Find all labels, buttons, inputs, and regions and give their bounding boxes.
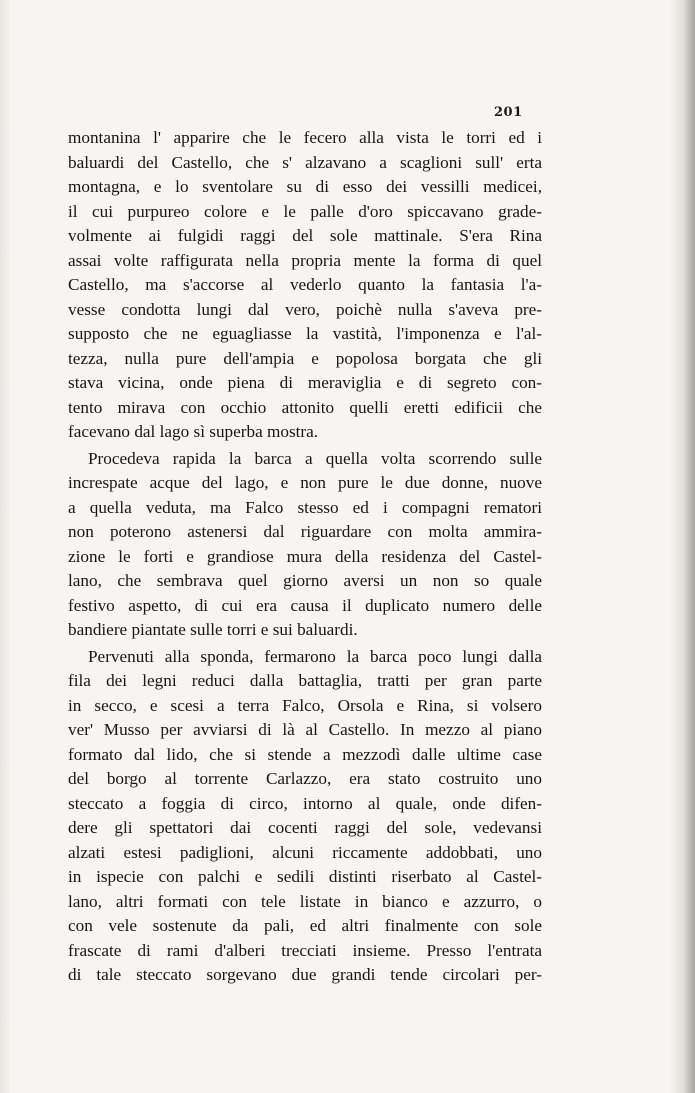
text-line: facevano dal lago sì superba mostra. xyxy=(68,422,319,441)
text-line: in secco, e scesi a terra Falco, Orsola e Rina, si volsero xyxy=(68,695,542,715)
text-line: a quella veduta, ma Falco stesso ed i compagni rematori xyxy=(68,497,542,517)
text-line: montanina l' apparire che le fecero alla vista le torri ed i xyxy=(68,128,542,147)
gutter-shadow xyxy=(0,0,10,1093)
text-line: supposto che ne eguagliasse la vastità, l'imponenza e l'al- xyxy=(68,324,542,343)
text-line: alzati estesi padiglioni, alcuni riccamente addobbati, uno xyxy=(68,842,542,862)
text-line: del borgo al torrente Carlazzo, era stato costruito uno xyxy=(68,769,542,788)
text-line: lano, che sembrava quel giorno aversi un non so quale xyxy=(68,571,542,590)
text-line: tezza, nulla pure dell'ampia e popolosa borgata che gli xyxy=(68,348,542,368)
text-line: Castello, ma s'accorse al vederlo quanto la fantasia l'a- xyxy=(68,275,542,294)
text-line: baluardi del Castello, che s' alzavano a scaglioni sull' erta xyxy=(68,152,542,172)
text-line: vesse condotta lungi dal vero, poichè nulla s'aveva pre- xyxy=(68,299,542,319)
text-line: ver' Musso per avviarsi di là al Castello. In mezzo al piano xyxy=(68,720,542,739)
text-line: Procedeva rapida la barca a quella volta scorrendo sulle xyxy=(88,448,542,468)
text-line: in ispecie con palchi e sedili distinti riserbato al Castel- xyxy=(68,867,542,886)
text-line: increspate acque del lago, e non pure le due donne, nuove xyxy=(68,473,542,492)
text-line: steccato a foggia di circo, intorno al quale, onde difen- xyxy=(68,793,542,813)
body-text xyxy=(68,126,542,988)
text-line: lano, altri formati con tele listate in bianco e azzurro, o xyxy=(68,891,542,911)
text-line: non poterono astenersi dal riguardare con molta ammira- xyxy=(68,522,542,541)
text-line: formato dal lido, che si stende a mezzodì dalle ultime case xyxy=(68,744,542,764)
page-number: 201 xyxy=(494,105,523,120)
text-line: festivo aspetto, di cui era causa il duplicato numero delle xyxy=(68,595,542,615)
text-line: assai volte raffigurata nella propria mente la forma di quel xyxy=(68,250,542,270)
text-line: Pervenuti alla sponda, fermarono la barca poco lungi dalla xyxy=(88,646,542,666)
text-line: volmente ai fulgidi raggi del sole mattinale. S'era Rina xyxy=(68,226,542,245)
text-line: con vele sostenute da pali, ed altri finalmente con sole xyxy=(68,916,542,935)
text-line: zione le forti e grandiose mura della residenza del Castel- xyxy=(68,546,542,566)
text-line: di tale steccato sorgevano due grandi tende circolari per- xyxy=(68,965,542,984)
text-line: stava vicina, onde piena di meraviglia e di segreto con- xyxy=(68,373,542,392)
paragraph-3 xyxy=(68,645,542,988)
page-edge-shadow xyxy=(669,0,695,1093)
paragraph-1 xyxy=(68,126,542,445)
paragraph-2 xyxy=(68,447,542,643)
text-line: dere gli spettatori dai cocenti raggi del sole, vedevansi xyxy=(68,818,542,837)
text-line: tento mirava con occhio attonito quelli eretti edificii che xyxy=(68,397,542,417)
text-line: fila dei legni reduci dalla battaglia, tratti per gran parte xyxy=(68,671,542,690)
text-line: bandiere piantate sulle torri e sui baluardi. xyxy=(68,620,358,639)
text-line: montagna, e lo sventolare su di esso dei vessilli medicei, xyxy=(68,177,542,196)
text-line: il cui purpureo colore e le palle d'oro spiccavano grade- xyxy=(68,201,542,221)
text-line: frascate di rami d'alberi trecciati insieme. Presso l'entrata xyxy=(68,940,542,960)
